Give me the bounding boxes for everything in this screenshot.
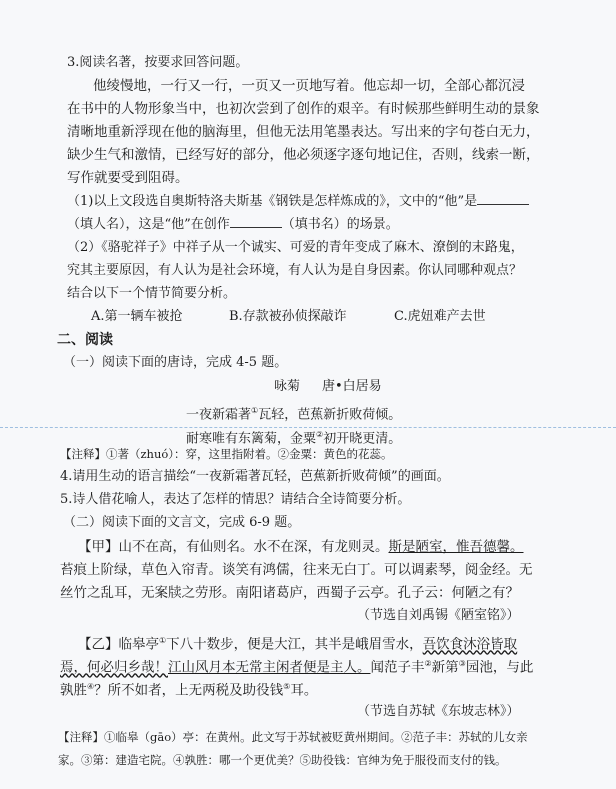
note-mark: ④ [87,682,95,691]
sub-question-2-line: （2）《骆驼祥子》中祥子从一个诚实、可爱的青年变成了麻木、潦倒的末路鬼， [67,240,524,255]
note-mark: ① [159,636,167,645]
note-mark: ③ [458,659,466,668]
poem-text: 耐寒唯有东篱菊，金粟 [186,431,317,447]
yi-text: 园池，与此 [465,659,534,676]
passage-line: 缺少生气和激情，已经写好的部分，他必须逐字逐句地记住，否则，线索一断， [67,147,540,163]
q3-header: 3.阅读名著，按要求回答问题。 [67,55,249,70]
note-mark: ⑤ [283,682,291,691]
sub-question-2-line: 结合以下一个情节简要分析。 [67,286,237,301]
jia-line-1 [78,539,524,555]
yi-text: 孰胜 [60,682,87,699]
poem-text: 瓦轻，芭蕉新折败荷倾。 [258,407,402,423]
jia-line-3: 丝竹之乱耳，无案牍之劳形。南阳诸葛庐，西蜀子云亭。孔子云：何陋之有？ [60,585,519,601]
sub-question-1-text: （填人名），这是“他”在创作 [67,217,230,232]
yi-underlined-text: 江山风月本无常主闲者便是主人。 [168,659,371,676]
option-a: A.第一辆车被抢 [91,309,183,324]
yi-line-2 [60,656,533,676]
passage-line: 在书中的人物形象当中，也初次尝到了创作的艰辛。有时候那些鲜明生动的景象 [67,101,540,117]
classical-note-line: 【注释】①临皋（gāo）亭：在黄州。此文写于苏轼被贬黄州期间。②范子丰：苏轼的儿女亲 [58,730,528,744]
passage-line: 写作就要受到阻碍。 [67,170,189,186]
answer-blank[interactable] [230,215,282,228]
scan-guide-line [0,427,616,428]
yi-line-1 [78,633,517,653]
note-mark: ② [424,659,432,668]
section-title: 二、阅读 [57,332,113,348]
question-5: 5.诗人借花喻人，表达了怎样的情思？请结合全诗简要分析。 [60,492,411,507]
question-4: 4.请用生动的语言描绘“一夜新霜著瓦轻，芭蕉新折败荷倾”的画面。 [60,469,450,484]
answer-blank[interactable] [477,192,529,205]
passage-line: 他绫慢地，一行又一行，一页又一页地写着。他忘却一切，全部心都沉浸 [93,78,525,94]
jia-underlined-text: 斯是陋室，惟吾德馨。 [388,539,524,555]
poem-note: 【注释】①著（zhuó）：穿，这里指附着。②金粟：黄色的花蕊。 [60,447,393,461]
jia-text: 山不在高，有仙则名。水不在深，有龙则灵。 [118,539,389,555]
yi-text: 耳。 [290,682,318,699]
option-c: C.虎妞难产去世 [394,309,486,324]
passage-line: 清晰地重新浮现在他的脑海里，但他无法用笔墨表达。写出来的字句苍白无力， [67,124,540,140]
yi-text: 临皋亭 [118,636,159,653]
yi-source: （节选自苏轼《东坡志林》） [357,704,520,719]
sub-question-1-text: （1)以上文段选自奥斯特洛夫斯基《钢铁是怎样炼成的》，文中的“他”是 [67,194,478,209]
note-mark: ① [251,406,259,415]
note-mark: ② [316,430,324,439]
poem-author: 唐•白居易 [322,379,382,394]
yi-text: 闻范子丰 [370,659,425,676]
yi-text: 新第 [431,659,459,676]
yi-wavy-text: 吾饮食沐浴皆取 [422,636,518,653]
sub-question-1 [67,192,529,210]
sub-question-1-text: （填书名）的场景。 [281,217,399,232]
part2-intro: （二）阅读下面的文言文，完成 6-9 题。 [63,515,301,530]
yi-line-3 [60,679,317,699]
poem-line-1 [186,403,401,423]
classical-note-line: 家。③第：建造宅院。④孰胜：哪一个更优美？⑤助役钱：官绅为免于服役而支付的钱。 [58,753,507,767]
yi-text: ？所不如者，上无两税及助役钱 [94,682,284,699]
poem-text: 一夜新霜著 [186,407,252,423]
yi-wavy-text: 焉，何必归乡哉！ [60,659,168,676]
part1-intro: （一）阅读下面的唐诗，完成 4-5 题。 [63,355,288,370]
yi-label: 【乙】 [78,636,119,653]
poem-text: 初开晓更清。 [323,431,402,447]
poem-line-2 [186,427,401,447]
jia-line-2: 苔痕上阶绿，草色入帘青。谈笑有鸿儒，往来无白丁。可以调素琴，阅金经。无 [60,562,533,578]
jia-label: 【甲】 [78,539,119,555]
sub-question-2-line: 究其主要原因，有人认为是社会环境，有人认为是自身因素。你认同哪种观点？ [67,263,523,278]
jia-source: （节选自刘禹锡《陋室铭》） [357,608,520,623]
poem-title: 咏菊 [274,379,301,394]
option-b: B.存款被孙侦探敲诈 [229,309,347,324]
yi-text: 下八十数步，便是大江，其半是峨眉雪水， [166,636,423,653]
sub-question-1-cont [67,215,399,233]
